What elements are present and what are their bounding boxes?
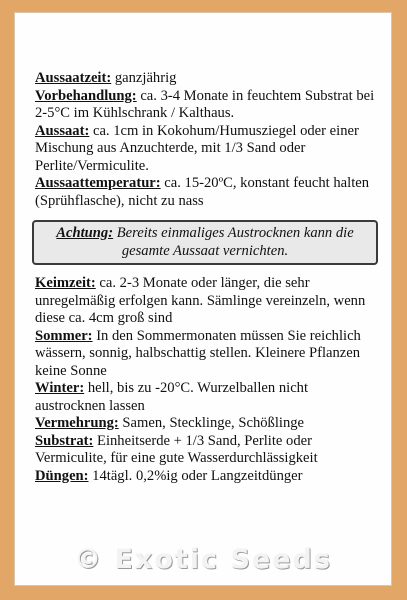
- entry-text: ca. 15-20ºC, konstant feucht halten (Sprühflasche), nicht zu nass: [35, 175, 370, 209]
- entry-text: Einheitserde + 1/3 Sand, Perlite oder Vermiculite, für eine gute Wasserdurchlässigkeit: [35, 432, 318, 466]
- entry-label: Sommer:: [35, 327, 93, 344]
- entry-label: Aussaattemperatur:: [35, 175, 161, 191]
- entry-text: ca. 2-3 Monate oder länger, die sehr unregelmäßig erfolgen kann. Sämlinge vereinzeln, wenn diese ca. 4cm groß sind: [35, 275, 366, 326]
- seed-info-card: [14, 12, 392, 586]
- care-instructions: [35, 70, 375, 485]
- entry-text: ca. 1cm in Kokohum/Humusziegel oder einer Mischung aus Anzuchterde, mit 1/3 Sand oder Perlite/Vermiculite.: [35, 122, 359, 174]
- entry-text: Samen, Stecklinge, Schößlinge: [118, 415, 305, 431]
- entry-label: Düngen:: [35, 467, 89, 484]
- entry-label: Vorbehandlung:: [35, 87, 137, 104]
- entry-label: Substrat:: [35, 432, 94, 449]
- entry-substrat: [35, 433, 375, 468]
- entry-text: ca. 3-4 Monate in feuchtem Substrat bei 2-5°C im Kühlschrank / Kalthaus.: [35, 87, 375, 121]
- entry-label: Aussaatzeit:: [35, 70, 112, 86]
- entry-text: In den Sommermonaten müssen Sie reichlich wässern, sonnig, halbschattig stellen. Kleinere Pflanzen keine Sonne: [35, 327, 361, 379]
- entry-vorbehandlung: [35, 88, 375, 123]
- copyright-watermark: © Exotic Seeds: [74, 544, 332, 575]
- entry-label: Keimzeit:: [35, 275, 96, 291]
- entry-duengen: [35, 468, 375, 486]
- entry-vermehrung: [35, 415, 375, 433]
- entry-text: 14tägl. 0,2%ig oder Langzeitdünger: [88, 467, 303, 484]
- entry-label: Winter:: [35, 380, 85, 396]
- entry-aussaat: [35, 123, 375, 176]
- entry-label: Aussaat:: [35, 122, 90, 139]
- entry-label: Vermehrung:: [35, 415, 119, 431]
- entry-text: hell, bis zu -20°C. Wurzelballen nicht austrocknen lassen: [35, 380, 309, 414]
- entry-aussaatzeit: [35, 70, 375, 88]
- entry-sommer: [35, 328, 375, 381]
- entry-aussaattemperatur: [35, 175, 375, 210]
- entry-text: ganzjährig: [111, 70, 177, 86]
- warning-box: [32, 220, 378, 265]
- entry-keimzeit: [35, 275, 375, 328]
- warning-text: Bereits einmaliges Austrocknen kann die gesamte Aussaat vernichten.: [113, 225, 354, 259]
- warning-label: Achtung:: [56, 225, 114, 241]
- entry-winter: [35, 380, 375, 415]
